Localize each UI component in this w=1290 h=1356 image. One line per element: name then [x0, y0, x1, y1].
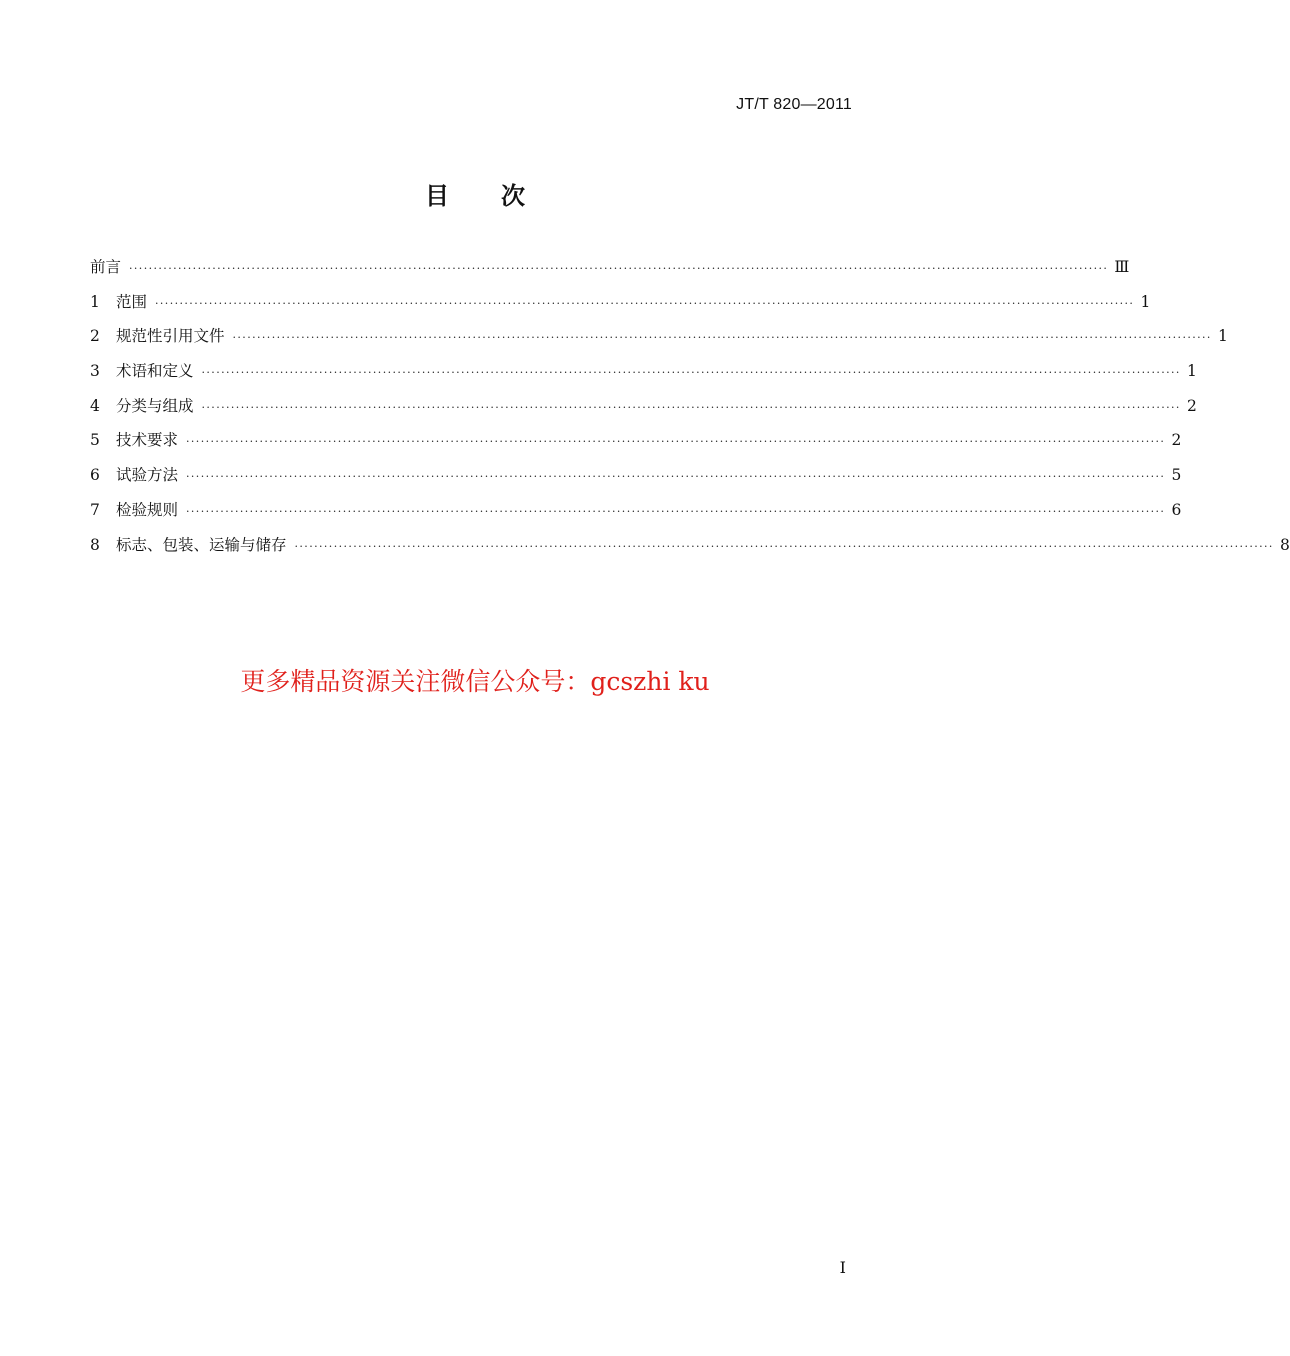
toc-entry-page: 1	[1140, 292, 1151, 311]
toc-entry-page: 1	[1217, 327, 1228, 346]
toc-entry-2[interactable]	[90, 324, 1228, 359]
toc-entry-number: 2	[90, 327, 100, 346]
toc-entry-page: 6	[1171, 500, 1182, 519]
toc-leader-dots: ········································································································································································································	[186, 435, 1166, 449]
toc-entry-page: 5	[1171, 466, 1182, 485]
toc-entry-page: 2	[1171, 431, 1182, 450]
toc-entry-label: 规范性引用文件	[116, 327, 225, 346]
toc-entry-4[interactable]	[90, 394, 1197, 429]
toc-leader-dots: ········································································································································································································	[294, 539, 1274, 553]
toc-entry-number: 3	[90, 362, 100, 381]
toc-entry-6[interactable]	[90, 463, 1182, 498]
toc-entry-5[interactable]	[90, 428, 1182, 463]
toc-entry-number: 6	[90, 466, 100, 485]
toc-leader-dots: ········································································································································································································	[201, 400, 1181, 414]
toc-entry-label: 试验方法	[116, 466, 179, 485]
table-of-contents	[90, 255, 1290, 567]
toc-leader-dots: ········································································································································································································	[232, 331, 1212, 345]
toc-entry-page: 2	[1186, 396, 1197, 415]
toc-entry-3[interactable]	[90, 359, 1197, 394]
toc-entry-page: 1	[1186, 362, 1197, 381]
toc-entry-1[interactable]	[90, 290, 1151, 325]
toc-entry-page: 8	[1279, 535, 1290, 554]
toc-entry-label: 术语和定义	[116, 362, 194, 381]
toc-entry-number: 7	[90, 500, 100, 519]
document-code: JT/T 820—2011	[736, 96, 852, 113]
toc-leader-dots: ········································································································································································································	[186, 504, 1166, 518]
toc-entry-7[interactable]	[90, 498, 1182, 533]
promo-notice: 更多精品资源关注微信公众号：gcszhi ku	[240, 667, 710, 696]
toc-entry-foreword[interactable]	[90, 255, 1130, 290]
toc-entry-label: 前言	[90, 258, 122, 276]
toc-leader-dots: ········································································································································································································	[201, 366, 1181, 380]
toc-entry-number: 8	[90, 535, 100, 554]
toc-entry-label: 范围	[116, 292, 148, 311]
toc-title-char-1: 目	[425, 182, 449, 210]
toc-entry-8[interactable]	[90, 533, 1290, 568]
toc-entry-label: 分类与组成	[116, 396, 194, 415]
toc-title-char-2: 次	[501, 182, 525, 210]
toc-leader-dots: ········································································································································································································	[186, 470, 1166, 484]
toc-entry-number: 5	[90, 431, 100, 450]
toc-entry-label: 技术要求	[116, 431, 179, 450]
toc-leader-dots: ········································································································································································································	[155, 296, 1135, 310]
toc-leader-dots: ········································································································································································································	[129, 262, 1109, 275]
toc-title	[0, 176, 950, 211]
toc-entry-page: Ⅲ	[1114, 258, 1130, 276]
toc-entry-label: 检验规则	[116, 500, 179, 519]
toc-entry-number: 1	[90, 292, 100, 311]
page-number: Ⅰ	[839, 1258, 846, 1277]
toc-entry-number: 4	[90, 396, 100, 415]
toc-entry-label: 标志、包装、运输与储存	[116, 535, 287, 554]
